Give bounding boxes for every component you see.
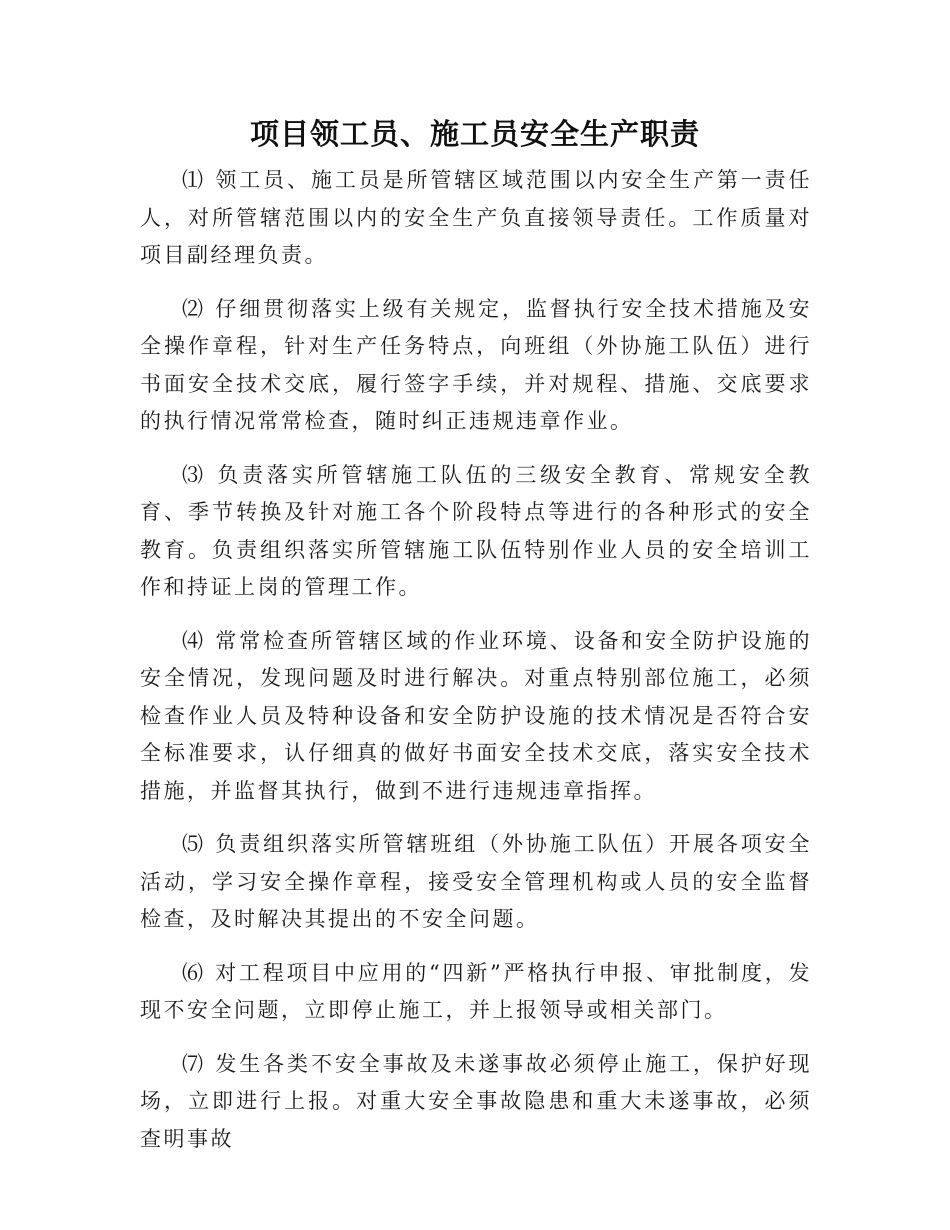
paragraph-6: ⑹ 对工程项目中应用的“四新”严格执行申报、审批制度，发现不安全问题，立即停止施工，并上报领导或相关部门。 [140, 960, 812, 1022]
document-title: 项目领工员、施工员安全生产职责 [249, 117, 700, 151]
paragraph-3: ⑶ 负责落实所管辖施工队伍的三级安全教育、常规安全教育、季节转换及针对施工各个阶段特点等进行的各种形式的安全教育。负责组织落实所管辖施工队伍特别作业人员的安全培训工作和持证上岗的管理工作。 [140, 462, 812, 599]
paragraph-4: ⑷ 常常检查所管辖区域的作业环境、设备和安全防护设施的安全情况，发现问题及时进行解决。对重点特别部位施工，必须检查作业人员及特种设备和安全防护设施的技术情况是否符合安全标准要求，认仔细真的做好书面安全技术交底，落实安全技术措施，并监督其执行，做到不进行违规违章指挥。 [140, 628, 812, 803]
document-body [140, 162, 812, 1158]
paragraph-7: ⑺ 发生各类不安全事故及未遂事故必须停止施工，保护好现场，立即进行上报。对重大安全事故隐患和重大未遂事故，必须查明事故 [140, 1051, 812, 1151]
paragraph-2: ⑵ 仔细贯彻落实上级有关规定，监督执行安全技术措施及安全操作章程，针对生产任务特点，向班组（外协施工队伍）进行书面安全技术交底，履行签字手续，并对规程、措施、交底要求的执行情况常常检查，随时纠正违规违章作业。 [140, 296, 812, 433]
paragraph-5: ⑸ 负责组织落实所管辖班组（外协施工队伍）开展各项安全活动，学习安全操作章程，接受安全管理机构或人员的安全监督检查，及时解决其提出的不安全问题。 [140, 832, 812, 931]
paragraph-1: ⑴ 领工员、施工员是所管辖区域范围以内安全生产第一责任人，对所管辖范围以内的安全生产负直接领导责任。工作质量对项目副经理负责。 [140, 168, 812, 267]
